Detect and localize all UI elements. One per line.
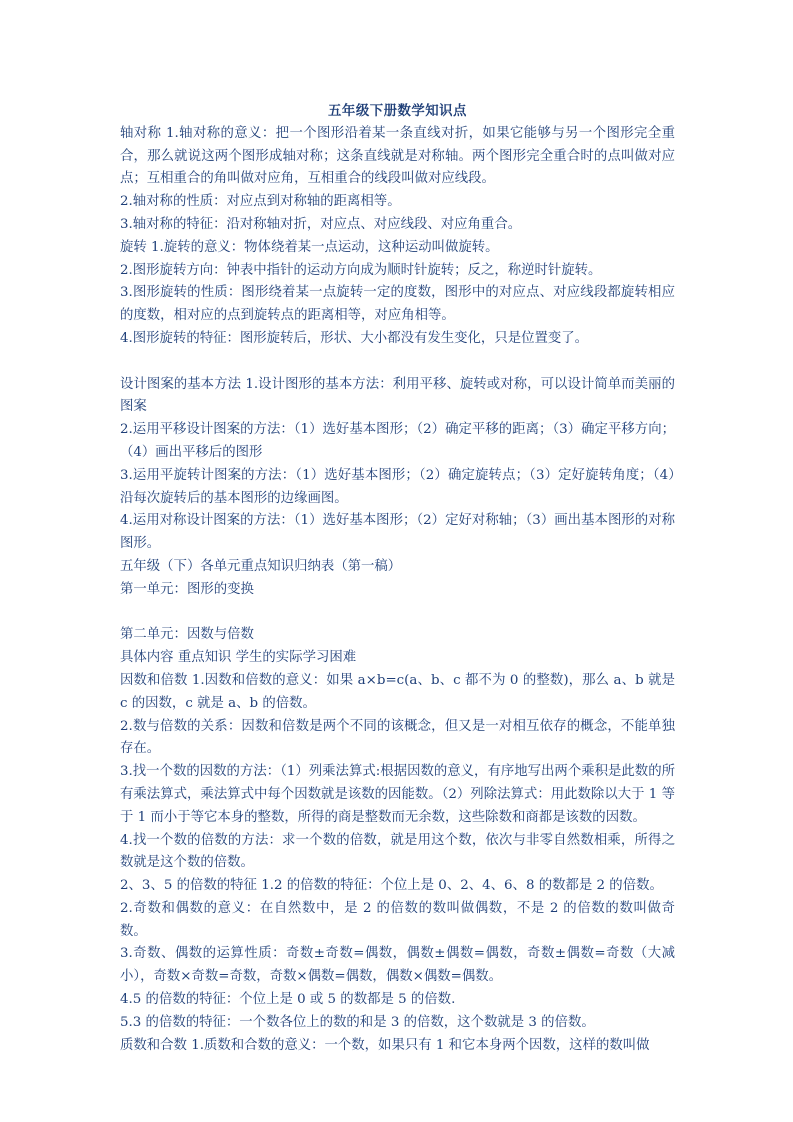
paragraph: 质数和合数 1.质数和合数的意义：一个数，如果只有 1 和它本身两个因数，这样的数叫做 (120, 1037, 650, 1053)
paragraph: 4.5 的倍数的特征：个位上是 0 或 5 的数都是 5 的倍数. (120, 992, 456, 1008)
paragraph: 3.找一个数的因数的方法：（1）列乘法算式:根据因数的意义，有序地写出两个乘积是此数的所有乘法算式，乘法算式中每个因数就是该数的因能数。（2）列除法算式：用此数除以大于 1 等于 1 而小于等它本身的整数，所得的商是整数而无余数，这些除数和商都是该数的因数。 (120, 764, 675, 825)
paragraph: 轴对称 1.轴对称的意义：把一个图形沿着某一条直线对折，如果它能够与另一个图形完全重合，那么就说这两个图形成轴对称；这条直线就是对称轴。两个图形完全重合时的点叫做对应点；互相重合的角叫做对应角，互相重合的线段叫做对应线段。 (120, 125, 675, 187)
document-page (120, 100, 675, 1057)
blank-line (120, 602, 675, 625)
paragraph: 2.运用平移设计图案的方法：（1）选好基本图形；（2）确定平移的距离；（3）确定平移方向；（4）画出平移后的图形 (120, 422, 675, 460)
paragraph: 旋转 1.旋转的意义：物体绕着某一点运动，这种运动叫做旋转。 (120, 239, 499, 255)
paragraph: 2.奇数和偶数的意义：在自然数中，是 2 的倍数的数叫做偶数，不是 2 的倍数的数叫做奇数。 (120, 900, 675, 939)
paragraph: 第一单元：图形的变换 (120, 581, 254, 597)
paragraph: 4.图形旋转的特征：图形旋转后，形状、大小都没有发生变化，只是位置变了。 (120, 330, 589, 346)
paragraph: 设计图案的基本方法 1.设计图形的基本方法：利用平移、旋转或对称，可以设计简单而美丽的图案 (120, 376, 675, 415)
paragraph: 4.找一个数的倍数的方法：求一个数的倍数，就是用这个数，依次与非零自然数相乘，所得之数就是这个数的倍数。 (120, 832, 675, 871)
paragraph: 3.图形旋转的性质：图形绕着某一点旋转一定的度数，图形中的对应点、对应线段都旋转相应的度数，相对应的点到旋转点的距离相等，对应角相等。 (120, 285, 675, 324)
paragraph: 2.轴对称的性质：对应点到对称轴的距离相等。 (120, 194, 401, 210)
paragraph: 3.轴对称的特征：沿对称轴对折，对应点、对应线段、对应角重合。 (120, 216, 522, 232)
document-title: 五年级下册数学知识点 (328, 103, 467, 119)
paragraph: 2.图形旋转方向：钟表中指针的运动方向成为顺时针旋转；反之，称逆时针旋转。 (120, 262, 602, 278)
paragraph: 具体内容 重点知识 学生的实际学习困难 (120, 650, 357, 666)
document-body (120, 123, 675, 1058)
paragraph: 2、3、5 的倍数的特征 1.2 的倍数的特征：个位上是 0、2、4、6、8 的数都是 2 的倍数。 (120, 878, 663, 894)
paragraph: 第二单元：因数与倍数 (120, 627, 254, 643)
paragraph: 3.奇数、偶数的运算性质：奇数±奇数=偶数，偶数±偶数=偶数，奇数±偶数=奇数（大减小），奇数×奇数=奇数，奇数×偶数=偶数，偶数×偶数=偶数。 (120, 946, 675, 985)
paragraph: 因数和倍数 1.因数和倍数的意义：如果 a×b=c(a、b、c 都不为 0 的整数)，那么 a、b 就是 c 的因数，c 就是 a、b 的倍数。 (120, 672, 675, 711)
blank-line (120, 351, 675, 374)
paragraph: 五年级（下）各单元重点知识归纳表（第一稿） (120, 558, 402, 574)
paragraph: 4.运用对称设计图案的方法：（1）选好基本图形；（2）定好对称轴；（3）画出基本图形的对称图形。 (120, 513, 675, 552)
paragraph: 2.数与倍数的关系：因数和倍数是两个不同的该概念，但又是一对相互依存的概念，不能单独存在。 (120, 718, 675, 757)
paragraph: 5.3 的倍数的特征：一个数各位上的数的和是 3 的倍数，这个数就是 3 的倍数。 (120, 1014, 595, 1030)
paragraph: 3.运用平旋转计图案的方法：（1）选好基本图形；（2）确定旋转点；（3）定好旋转角度；（4）沿每次旋转后的基本图形的边缘画图。 (120, 467, 675, 506)
